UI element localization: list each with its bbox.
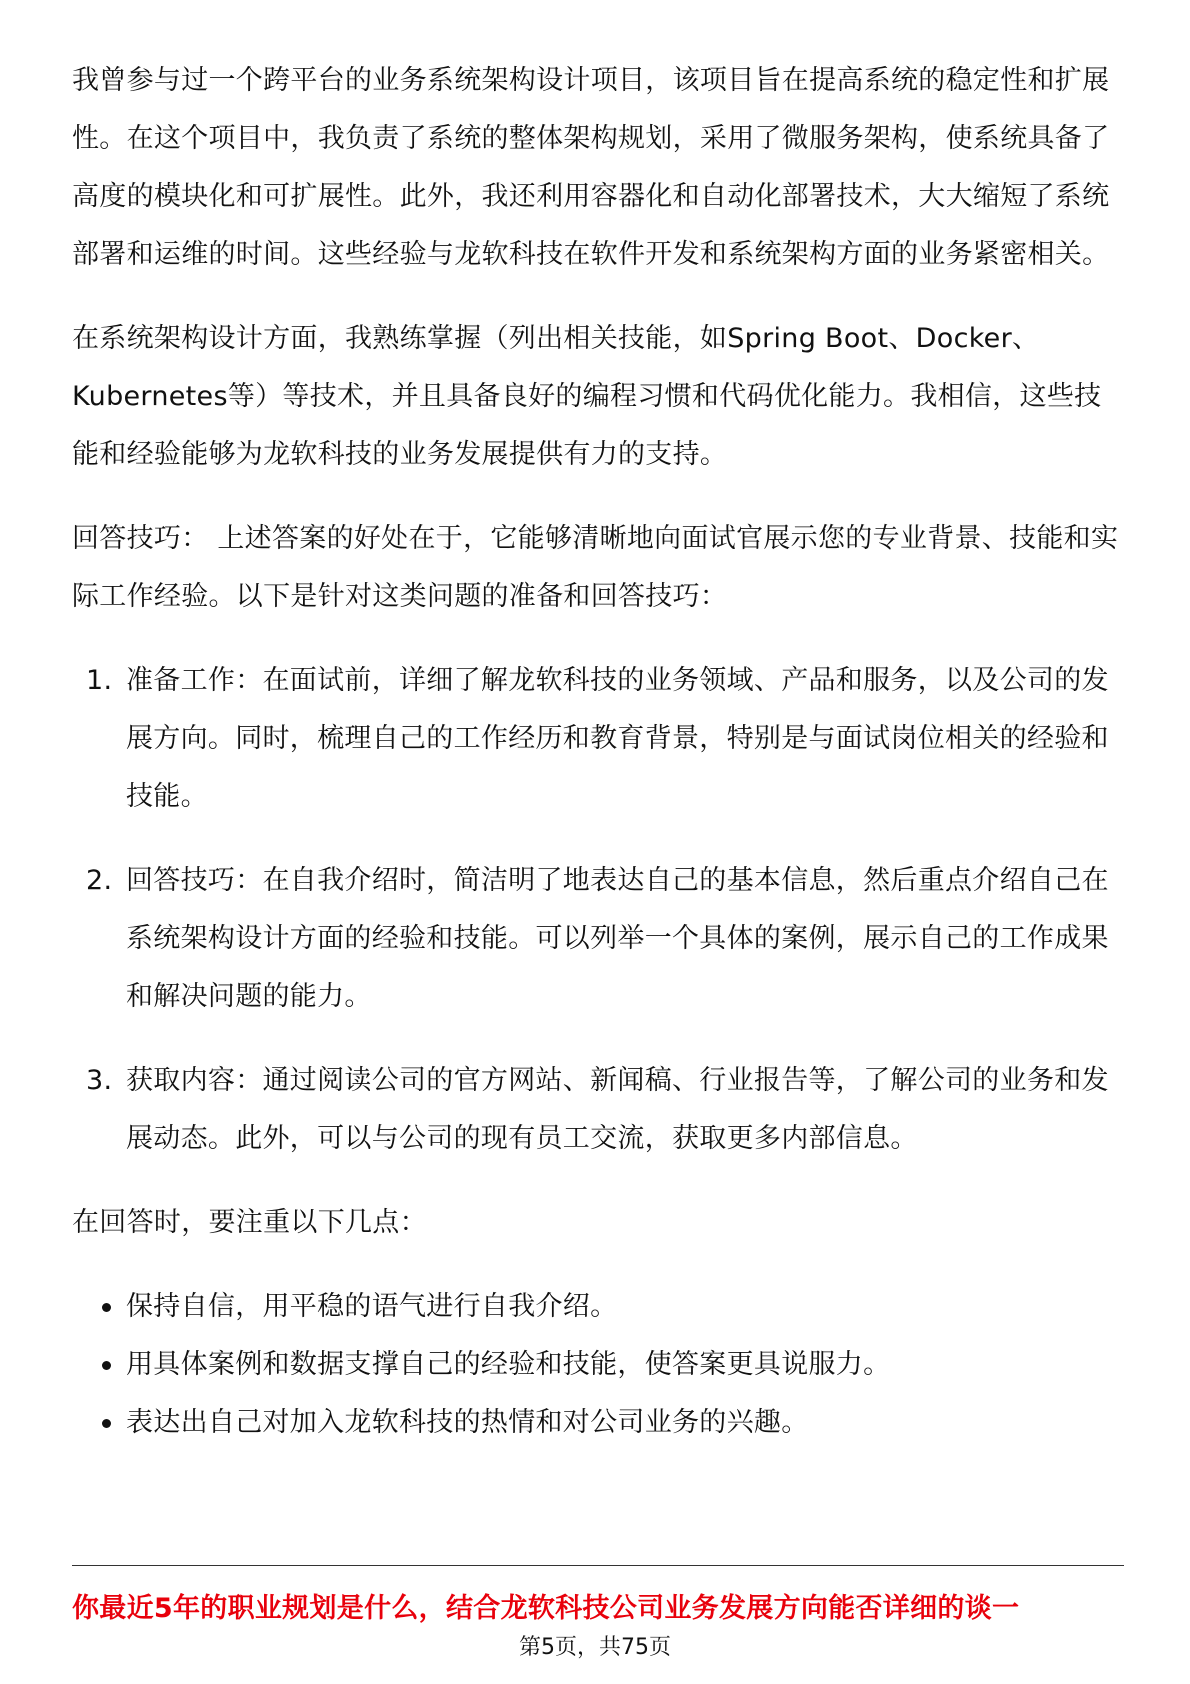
paragraph-key-points: 在回答时，要注重以下几点：	[72, 1207, 427, 1238]
list-item	[72, 852, 1122, 1026]
bullet-icon	[102, 1419, 111, 1428]
bullet-item-text: 用具体案例和数据支撑自己的经验和技能，使答案更具说服力。	[126, 1349, 891, 1380]
numbered-list	[72, 652, 1122, 1168]
page-number-footer: 第5页，共75页	[519, 1635, 671, 1660]
paragraph-answer-tips: 回答技巧： 上述答案的好处在于，它能够清晰地向面试官展示您的专业背景、技能和实际工作经验。以下是针对这类问题的准备和回答技巧：	[72, 523, 1119, 612]
list-number: 1.	[86, 665, 113, 696]
list-item-text: 准备工作：在面试前，详细了解龙软科技的业务领域、产品和服务，以及公司的发展方向。同时，梳理自己的工作经历和教育背景，特别是与面试岗位相关的经验和技能。	[126, 665, 1109, 812]
bullet-item	[72, 1394, 1122, 1452]
bullet-item	[72, 1278, 1122, 1336]
list-item	[72, 652, 1122, 826]
bullet-icon	[102, 1361, 111, 1370]
bullet-item-text: 表达出自己对加入龙软科技的热情和对公司业务的兴趣。	[126, 1407, 809, 1438]
paragraph-skills: 在系统架构设计方面，我熟练掌握（列出相关技能，如Spring Boot、Docker、Kubernetes等）等技术，并且具备良好的编程习惯和代码优化能力。我相信，这些技能和经验能够为龙软科技的业务发展提供有力的支持。	[72, 323, 1102, 470]
list-item	[72, 1052, 1122, 1168]
bullet-item-text: 保持自信，用平稳的语气进行自我介绍。	[126, 1291, 618, 1322]
paragraph-project-experience: 我曾参与过一个跨平台的业务系统架构设计项目，该项目旨在提高系统的稳定性和扩展性。在这个项目中，我负责了系统的整体架构规划，采用了微服务架构，使系统具备了高度的模块化和可扩展性。此外，我还利用容器化和自动化部署技术，大大缩短了系统部署和运维的时间。这些经验与龙软科技在软件开发和系统架构方面的业务紧密相关。	[72, 65, 1110, 270]
list-number: 3.	[86, 1065, 113, 1096]
bullet-item	[72, 1336, 1122, 1394]
list-item-text: 获取内容：通过阅读公司的官方网站、新闻稿、行业报告等，了解公司的业务和发展动态。此外，可以与公司的现有员工交流，获取更多内部信息。	[126, 1065, 1109, 1154]
next-question-heading: 你最近5年的职业规划是什么，结合龙软科技公司业务发展方向能否详细的谈一	[72, 1593, 1020, 1624]
list-item-text: 回答技巧：在自我介绍时，简洁明了地表达自己的基本信息，然后重点介绍自己在系统架构设计方面的经验和技能。可以列举一个具体的案例，展示自己的工作成果和解决问题的能力。	[126, 865, 1109, 1012]
document-body	[72, 52, 1122, 1452]
bullet-list	[72, 1278, 1122, 1452]
list-number: 2.	[86, 865, 113, 896]
bullet-icon	[102, 1303, 111, 1312]
section-divider	[72, 1565, 1124, 1566]
